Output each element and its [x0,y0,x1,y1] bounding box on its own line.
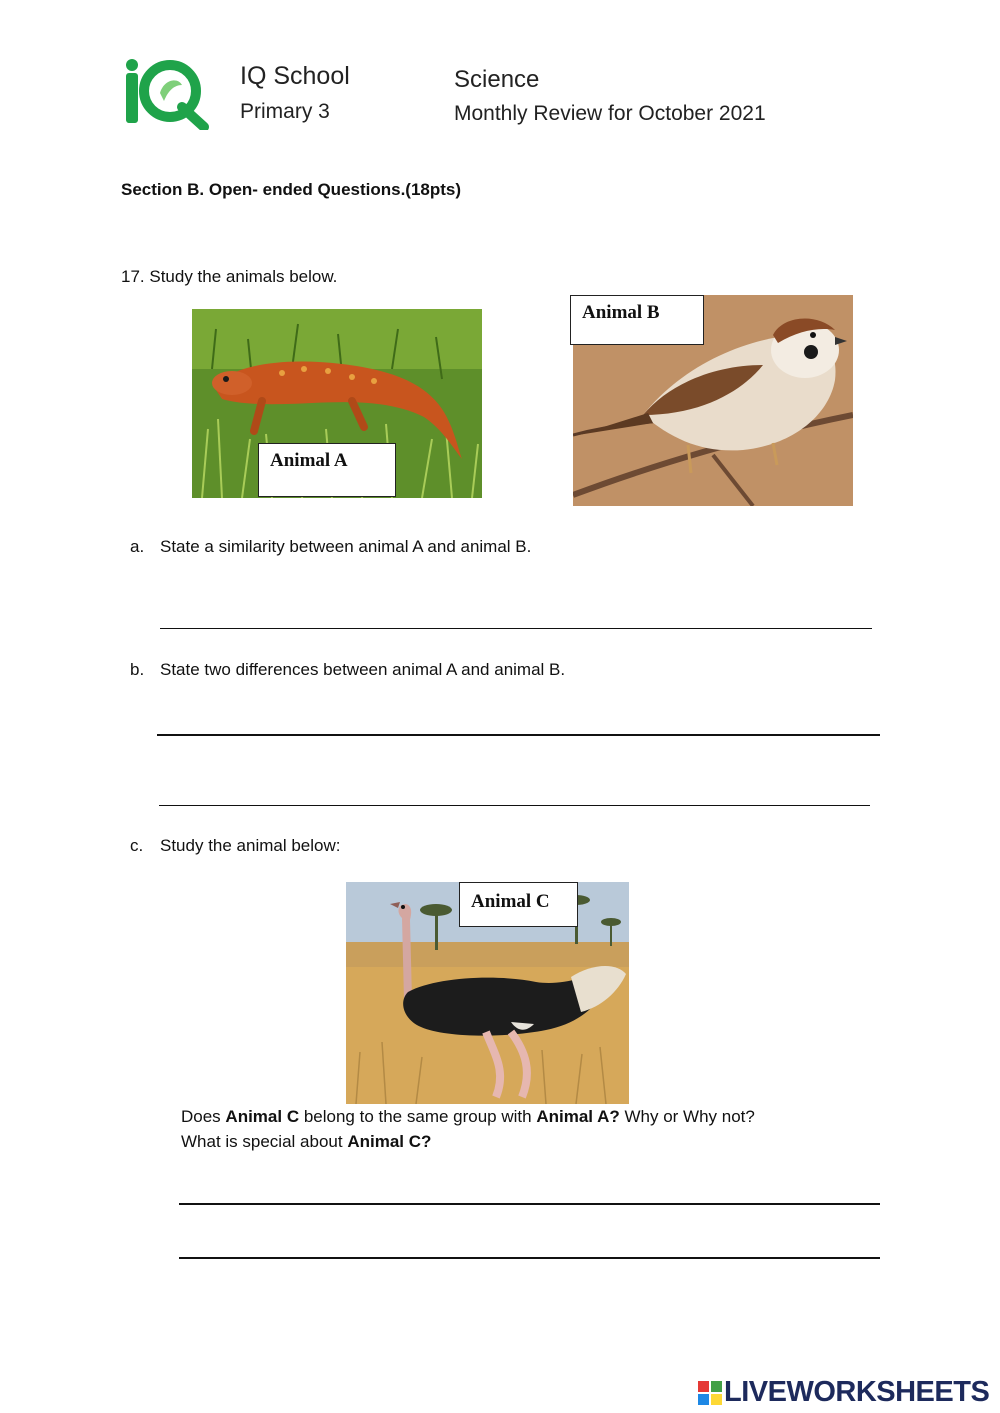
c-q-part1: Does [181,1107,226,1126]
school-logo [120,55,210,130]
part-c-question-line1 [181,1107,755,1127]
part-b-text: State two differences between animal A and animal B. [160,660,566,679]
review-title: Monthly Review for October 2021 [454,102,766,125]
c-q-animal-c: Animal C [225,1107,300,1126]
part-c-text: Study the animal below: [160,836,341,855]
part-c-marker: c. [130,836,144,855]
liveworksheets-brand[interactable]: LIVEWORKSHEETS [724,1376,990,1408]
animal-c-label: Animal C [459,882,578,927]
answer-line-b2[interactable] [159,805,870,806]
answer-line-b1[interactable] [157,734,880,736]
c-q-animal-a: Animal A? [536,1107,620,1126]
school-name: IQ School [240,62,350,90]
part-c-question-line2 [181,1132,431,1152]
answer-line-a[interactable] [160,628,872,629]
part-a-text: State a similarity between animal A and animal B. [160,537,532,556]
part-b-marker: b. [130,660,145,679]
c-q-line2-part1: What is special about [181,1132,348,1151]
c-q-part2: belong to the same group with [299,1107,537,1126]
grade-level: Primary 3 [240,100,330,123]
part-a-marker: a. [130,537,145,556]
animal-b-label: Animal B [570,295,704,345]
c-q-line2-bold: Animal C? [347,1132,432,1151]
liveworksheets-logo-icon [698,1381,722,1405]
answer-line-c2[interactable] [179,1257,880,1259]
section-title: Section B. Open- ended Questions.(18pts) [121,180,462,199]
c-q-part3: Why or Why not? [619,1107,755,1126]
question-17-prompt: 17. Study the animals below. [121,267,338,286]
animal-a-label: Animal A [258,443,396,497]
subject-title: Science [454,66,540,93]
answer-line-c1[interactable] [179,1203,880,1205]
